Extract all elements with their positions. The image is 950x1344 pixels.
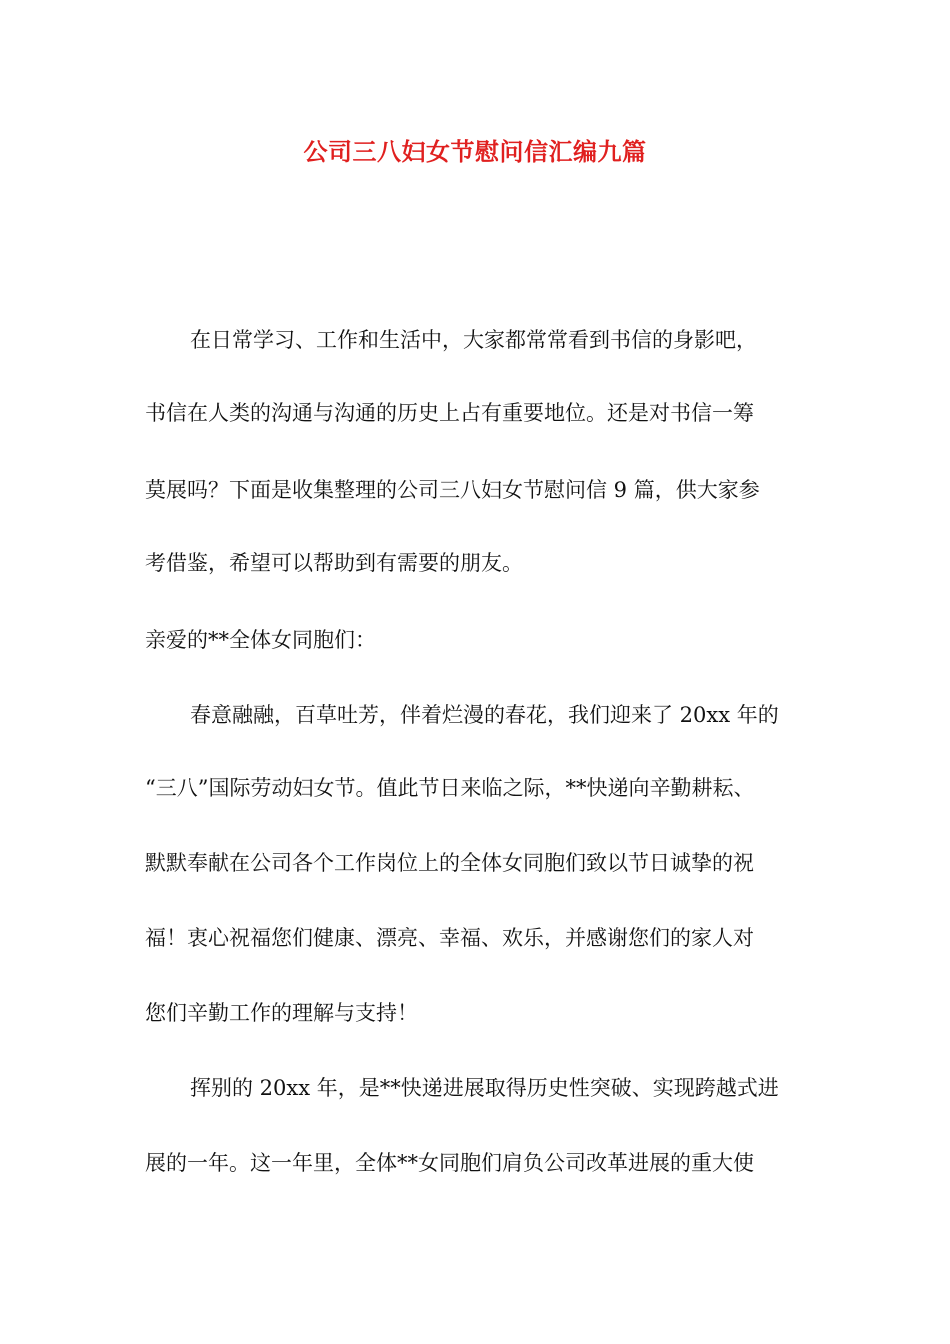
salutation-line: 亲爱的**全体女同胞们：	[145, 628, 376, 652]
paragraph-line: 挥别的 20xx 年，是**快递进展取得历史性突破、实现跨越式进	[190, 1076, 779, 1100]
paragraph-line: 莫展吗？下面是收集整理的公司三八妇女节慰问信 9 篇，供大家参	[145, 478, 760, 502]
paragraph-line: 您们辛勤工作的理解与支持！	[145, 1001, 418, 1025]
document-title: 公司三八妇女节慰问信汇编九篇	[303, 137, 647, 166]
paragraph-line: “三八”国际劳动妇女节。值此节日来临之际，**快递向辛勤耕耘、	[145, 776, 755, 800]
paragraph-line: 在日常学习、工作和生活中，大家都常常看到书信的身影吧，	[190, 328, 757, 352]
paragraph-line: 书信在人类的沟通与沟通的历史上占有重要地位。还是对书信一筹	[145, 401, 754, 425]
paragraph-line: 春意融融，百草吐芳，伴着烂漫的春花，我们迎来了 20xx 年的	[190, 703, 779, 727]
paragraph-line: 福！衷心祝福您们健康、漂亮、幸福、欢乐，并感谢您们的家人对	[145, 926, 754, 950]
paragraph-line: 展的一年。这一年里，全体**女同胞们肩负公司改革进展的重大使	[145, 1151, 754, 1175]
paragraph-line: 考借鉴，希望可以帮助到有需要的朋友。	[145, 551, 523, 575]
paragraph-line: 默默奉献在公司各个工作岗位上的全体女同胞们致以节日诚挚的祝	[145, 851, 754, 875]
